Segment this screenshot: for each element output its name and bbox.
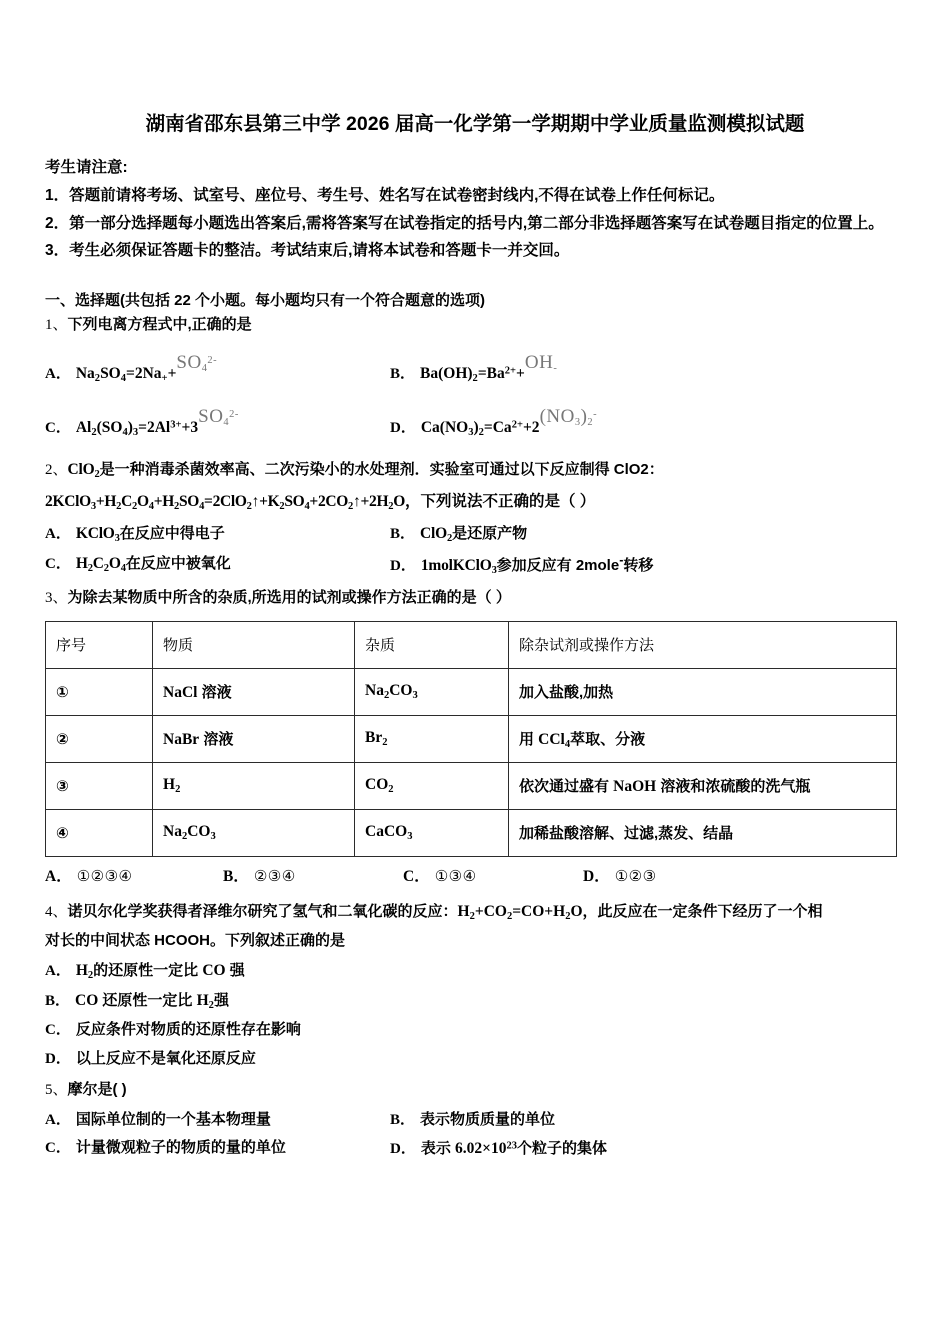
option-d-label: D． bbox=[390, 557, 416, 574]
option-c-formula: $Al_2(SO_4)_3=2Al^{3+}+3$ bbox=[75, 419, 199, 439]
notice-item-3: 3．考生必须保证答题卡的整洁。考试结束后,请将本试卷和答题卡一并交回。 bbox=[45, 242, 570, 260]
purification-table bbox=[45, 621, 897, 857]
question-3-option-a[interactable] bbox=[45, 861, 223, 892]
question-2-equation-line bbox=[45, 487, 905, 517]
question-4-option-d[interactable] bbox=[45, 1045, 256, 1074]
table-row bbox=[46, 809, 897, 856]
option-b-text: ②③④ bbox=[253, 866, 296, 885]
candidate-notice bbox=[45, 155, 905, 265]
row-4-substance: $Na_2CO_3$ bbox=[153, 809, 355, 856]
option-d-text: 参加反应有 2mole-转移 bbox=[496, 552, 654, 574]
row-2-substance: NaBr 溶液 bbox=[153, 715, 355, 762]
option-b-label: B． bbox=[390, 1111, 416, 1128]
option-a-text: 国际单位制的一个基本物理量 bbox=[75, 1110, 271, 1128]
row-4-impurity: CaCO$_3$ bbox=[355, 809, 509, 856]
section-heading-multiple-choice: 一、选择题(共包括 22 个小题。每小题均只有一个符合题意的选项) bbox=[45, 291, 486, 309]
option-b-label: B． bbox=[45, 993, 71, 1010]
row-4-method: 加稀盐酸溶解、过滤,蒸发、结晶 bbox=[509, 809, 897, 856]
option-d-text: 表示 $6.02\times 10^{23}$个粒子的集体 bbox=[420, 1140, 608, 1158]
row-3-substance: $H_2$ bbox=[153, 762, 355, 809]
option-b-text: 还原性一定比 $H_2$强 bbox=[98, 992, 229, 1012]
question-2-equation: $2KClO_3+H_2C_2O_4+H_2SO_4=2ClO_2↑+K_2SO_4+2CO_2↑+2H_2O$ bbox=[45, 492, 405, 512]
row-1-method: 加入盐酸,加热 bbox=[509, 668, 897, 715]
question-4-options bbox=[45, 956, 905, 1073]
question-4-option-row-c bbox=[45, 1016, 905, 1045]
option-c-label: C． bbox=[45, 1022, 71, 1039]
option-b-label: B． bbox=[223, 867, 249, 885]
question-5-text: 摩尔是( ) bbox=[67, 1081, 127, 1099]
table-header-impurity: 杂质 bbox=[355, 621, 509, 668]
notice-item-2: 2．第一部分选择题每小题选出答案后,需将答案写在试卷指定的括号内,第二部分非选择题答案写在试卷题目指定的位置上。 bbox=[45, 214, 884, 232]
option-a-text: 在反应中得电子 bbox=[119, 524, 225, 542]
option-a-label: A． bbox=[45, 525, 71, 542]
option-b-ion: $OH_-$ bbox=[524, 352, 558, 375]
option-a-formula: $H_2$ bbox=[75, 962, 94, 982]
question-4-stem-line-1 bbox=[45, 898, 905, 926]
option-a-label: A． bbox=[45, 1111, 71, 1128]
question-1-text: 下列电离方程式中,正确的是 bbox=[67, 315, 252, 333]
question-4-text-pre: 诺贝尔化学奖获得者泽维尔研究了氢气和二氧化碳的反应： bbox=[67, 902, 458, 920]
question-4-option-row-d bbox=[45, 1045, 905, 1074]
row-1-impurity: $Na_2CO_3$ bbox=[355, 668, 509, 715]
row-4-index: ④ bbox=[46, 809, 153, 856]
row-3-index: ③ bbox=[46, 762, 153, 809]
question-2-option-row-1 bbox=[45, 519, 905, 549]
option-c-label: C． bbox=[45, 555, 71, 572]
question-3-stem bbox=[45, 585, 905, 611]
question-4-equation: $H_2+CO_2=CO+H_2O$ bbox=[457, 902, 583, 922]
option-c-text: 在反应中被氧化 bbox=[125, 554, 231, 572]
question-3-number: 3、 bbox=[45, 589, 68, 606]
question-1-number: 1、 bbox=[45, 316, 68, 333]
option-d-label: D． bbox=[390, 1141, 416, 1158]
option-a-label: A． bbox=[45, 867, 72, 885]
option-d-ion: $(NO_3)_2^-$ bbox=[539, 406, 598, 429]
question-2-number: 2、 bbox=[45, 462, 68, 479]
option-c-label: C． bbox=[45, 420, 71, 437]
question-3-option-d[interactable] bbox=[583, 861, 905, 892]
option-c-label: C． bbox=[45, 1140, 71, 1157]
question-5-option-d[interactable] bbox=[390, 1134, 905, 1164]
option-d-label: D． bbox=[390, 420, 416, 437]
question-5-options bbox=[45, 1106, 905, 1164]
question-1-option-d[interactable] bbox=[390, 408, 905, 446]
question-1-options bbox=[45, 354, 905, 446]
question-4-option-row-a bbox=[45, 956, 905, 986]
option-d-formula: 1molKClO$_3$ bbox=[420, 556, 497, 576]
question-2-text: 是一种消毒杀菌效率高、二次污染小的水处理剂．实验室可通过以下反应制得 ClO2： bbox=[99, 461, 664, 479]
option-b-text: 是还原产物 bbox=[452, 524, 528, 542]
option-a-formula: KClO$_3$ bbox=[75, 524, 120, 544]
row-1-substance: NaCl 溶液 bbox=[153, 668, 355, 715]
option-b-label: B． bbox=[390, 525, 416, 542]
question-3-option-b[interactable] bbox=[223, 861, 403, 892]
option-b-formula: ClO$_2$ bbox=[420, 524, 453, 544]
question-5-option-b[interactable] bbox=[390, 1106, 905, 1135]
question-4-option-row-b bbox=[45, 986, 905, 1016]
question-3-options bbox=[45, 861, 905, 892]
question-1-option-a[interactable] bbox=[45, 354, 390, 392]
option-b-formula: CO bbox=[75, 992, 99, 1010]
notice-item-1: 1．答题前请将考场、试室号、座位号、考生号、姓名写在试卷密封线内,不得在试卷上作任何标记。 bbox=[45, 187, 725, 204]
table-row bbox=[46, 762, 897, 809]
row-1-index: ① bbox=[46, 668, 153, 715]
option-a-formula: $Na_2SO_4=2Na_++$ bbox=[75, 365, 177, 385]
notice-heading: 考生请注意: bbox=[45, 159, 128, 177]
page-content bbox=[45, 112, 905, 1164]
option-b-label: B． bbox=[390, 366, 416, 383]
question-2-equation-tail: ，下列说法不正确的是（ ） bbox=[404, 492, 596, 510]
option-c-text: 反应条件对物质的还原性存在影响 bbox=[75, 1021, 301, 1039]
table-header-row bbox=[46, 621, 897, 668]
row-3-method: 依次通过盛有 NaOH 溶液和浓硫酸的洗气瓶 bbox=[509, 762, 897, 809]
option-d-text: ①②③ bbox=[614, 866, 657, 885]
question-4-option-c[interactable] bbox=[45, 1016, 301, 1045]
option-c-label: C． bbox=[403, 867, 430, 885]
option-c-text: 计量微观粒子的物质的量的单位 bbox=[75, 1139, 286, 1157]
question-2-option-a[interactable] bbox=[45, 519, 390, 549]
question-5-option-c[interactable] bbox=[45, 1134, 390, 1164]
table-header-substance: 物质 bbox=[153, 621, 355, 668]
question-3-text: 为除去某物质中所含的杂质,所选用的试剂或操作方法正确的是（ ） bbox=[67, 588, 511, 606]
option-a-text: ①②③④ bbox=[76, 866, 133, 885]
question-2-stem bbox=[45, 456, 905, 484]
question-4-stem-line-2: 对长的中间状态 HCOOH。下列叙述正确的是 bbox=[45, 932, 346, 950]
option-d-label: D． bbox=[45, 1050, 71, 1067]
option-c-ion: $SO_4^{2-}$ bbox=[198, 406, 239, 429]
table-header-index: 序号 bbox=[46, 621, 153, 668]
question-4-option-b[interactable] bbox=[45, 986, 229, 1016]
option-c-formula: $H_2C_2O_4$ bbox=[75, 554, 126, 574]
table-row bbox=[46, 668, 897, 715]
table-header-method: 除杂试剂或操作方法 bbox=[509, 621, 897, 668]
row-3-impurity: $CO_2$ bbox=[355, 762, 509, 809]
question-5-option-row-1 bbox=[45, 1106, 905, 1135]
question-5-number: 5、 bbox=[45, 1082, 68, 1099]
option-a-ion: $SO_4^{2-}$ bbox=[176, 352, 218, 375]
option-a-label: A． bbox=[45, 963, 71, 980]
question-3-option-c[interactable] bbox=[403, 861, 583, 892]
option-a-label: A． bbox=[45, 366, 71, 383]
question-1-option-row-2 bbox=[45, 408, 905, 446]
question-4-number: 4、 bbox=[45, 903, 68, 920]
option-d-label: D． bbox=[583, 867, 610, 885]
option-a-text: 的还原性一定比 CO 强 bbox=[93, 962, 245, 980]
option-b-formula: $Ba(OH)_2=Ba^{2+}+$ bbox=[420, 365, 525, 385]
option-d-text: 以上反应不是氧化还原反应 bbox=[75, 1049, 256, 1067]
question-5-option-row-2 bbox=[45, 1134, 905, 1164]
table-row bbox=[46, 715, 897, 762]
option-b-text: 表示物质质量的单位 bbox=[420, 1110, 556, 1128]
row-2-method: 用 CCl$_4$萃取、分液 bbox=[509, 715, 897, 762]
question-1-option-row-1 bbox=[45, 354, 905, 392]
question-1-option-b[interactable] bbox=[390, 354, 905, 392]
question-4-text-post: ，此反应在一定条件下经历了一个相 bbox=[582, 902, 823, 920]
question-2-option-b[interactable] bbox=[390, 519, 905, 549]
page-title: 湖南省邵东县第三中学 2026 届高一化学第一学期期中学业质量监测模拟试题 bbox=[145, 113, 805, 135]
option-d-formula: $Ca(NO_3)_2=Ca^{2+}+2$ bbox=[420, 419, 540, 439]
question-2-option-d[interactable] bbox=[390, 549, 905, 581]
question-5-stem bbox=[45, 1077, 905, 1103]
question-2-options bbox=[45, 519, 905, 581]
row-2-impurity: $Br_2$ bbox=[355, 715, 509, 762]
question-5-option-a[interactable] bbox=[45, 1106, 390, 1135]
question-4-option-a[interactable] bbox=[45, 956, 245, 986]
option-c-text: ①③④ bbox=[434, 866, 477, 885]
question-2-option-c[interactable] bbox=[45, 549, 390, 581]
question-2-compound: ClO$_2$ bbox=[67, 461, 100, 481]
question-2-option-row-2 bbox=[45, 549, 905, 581]
question-1-stem bbox=[45, 312, 905, 338]
row-2-index: ② bbox=[46, 715, 153, 762]
question-1-option-c[interactable] bbox=[45, 408, 390, 446]
